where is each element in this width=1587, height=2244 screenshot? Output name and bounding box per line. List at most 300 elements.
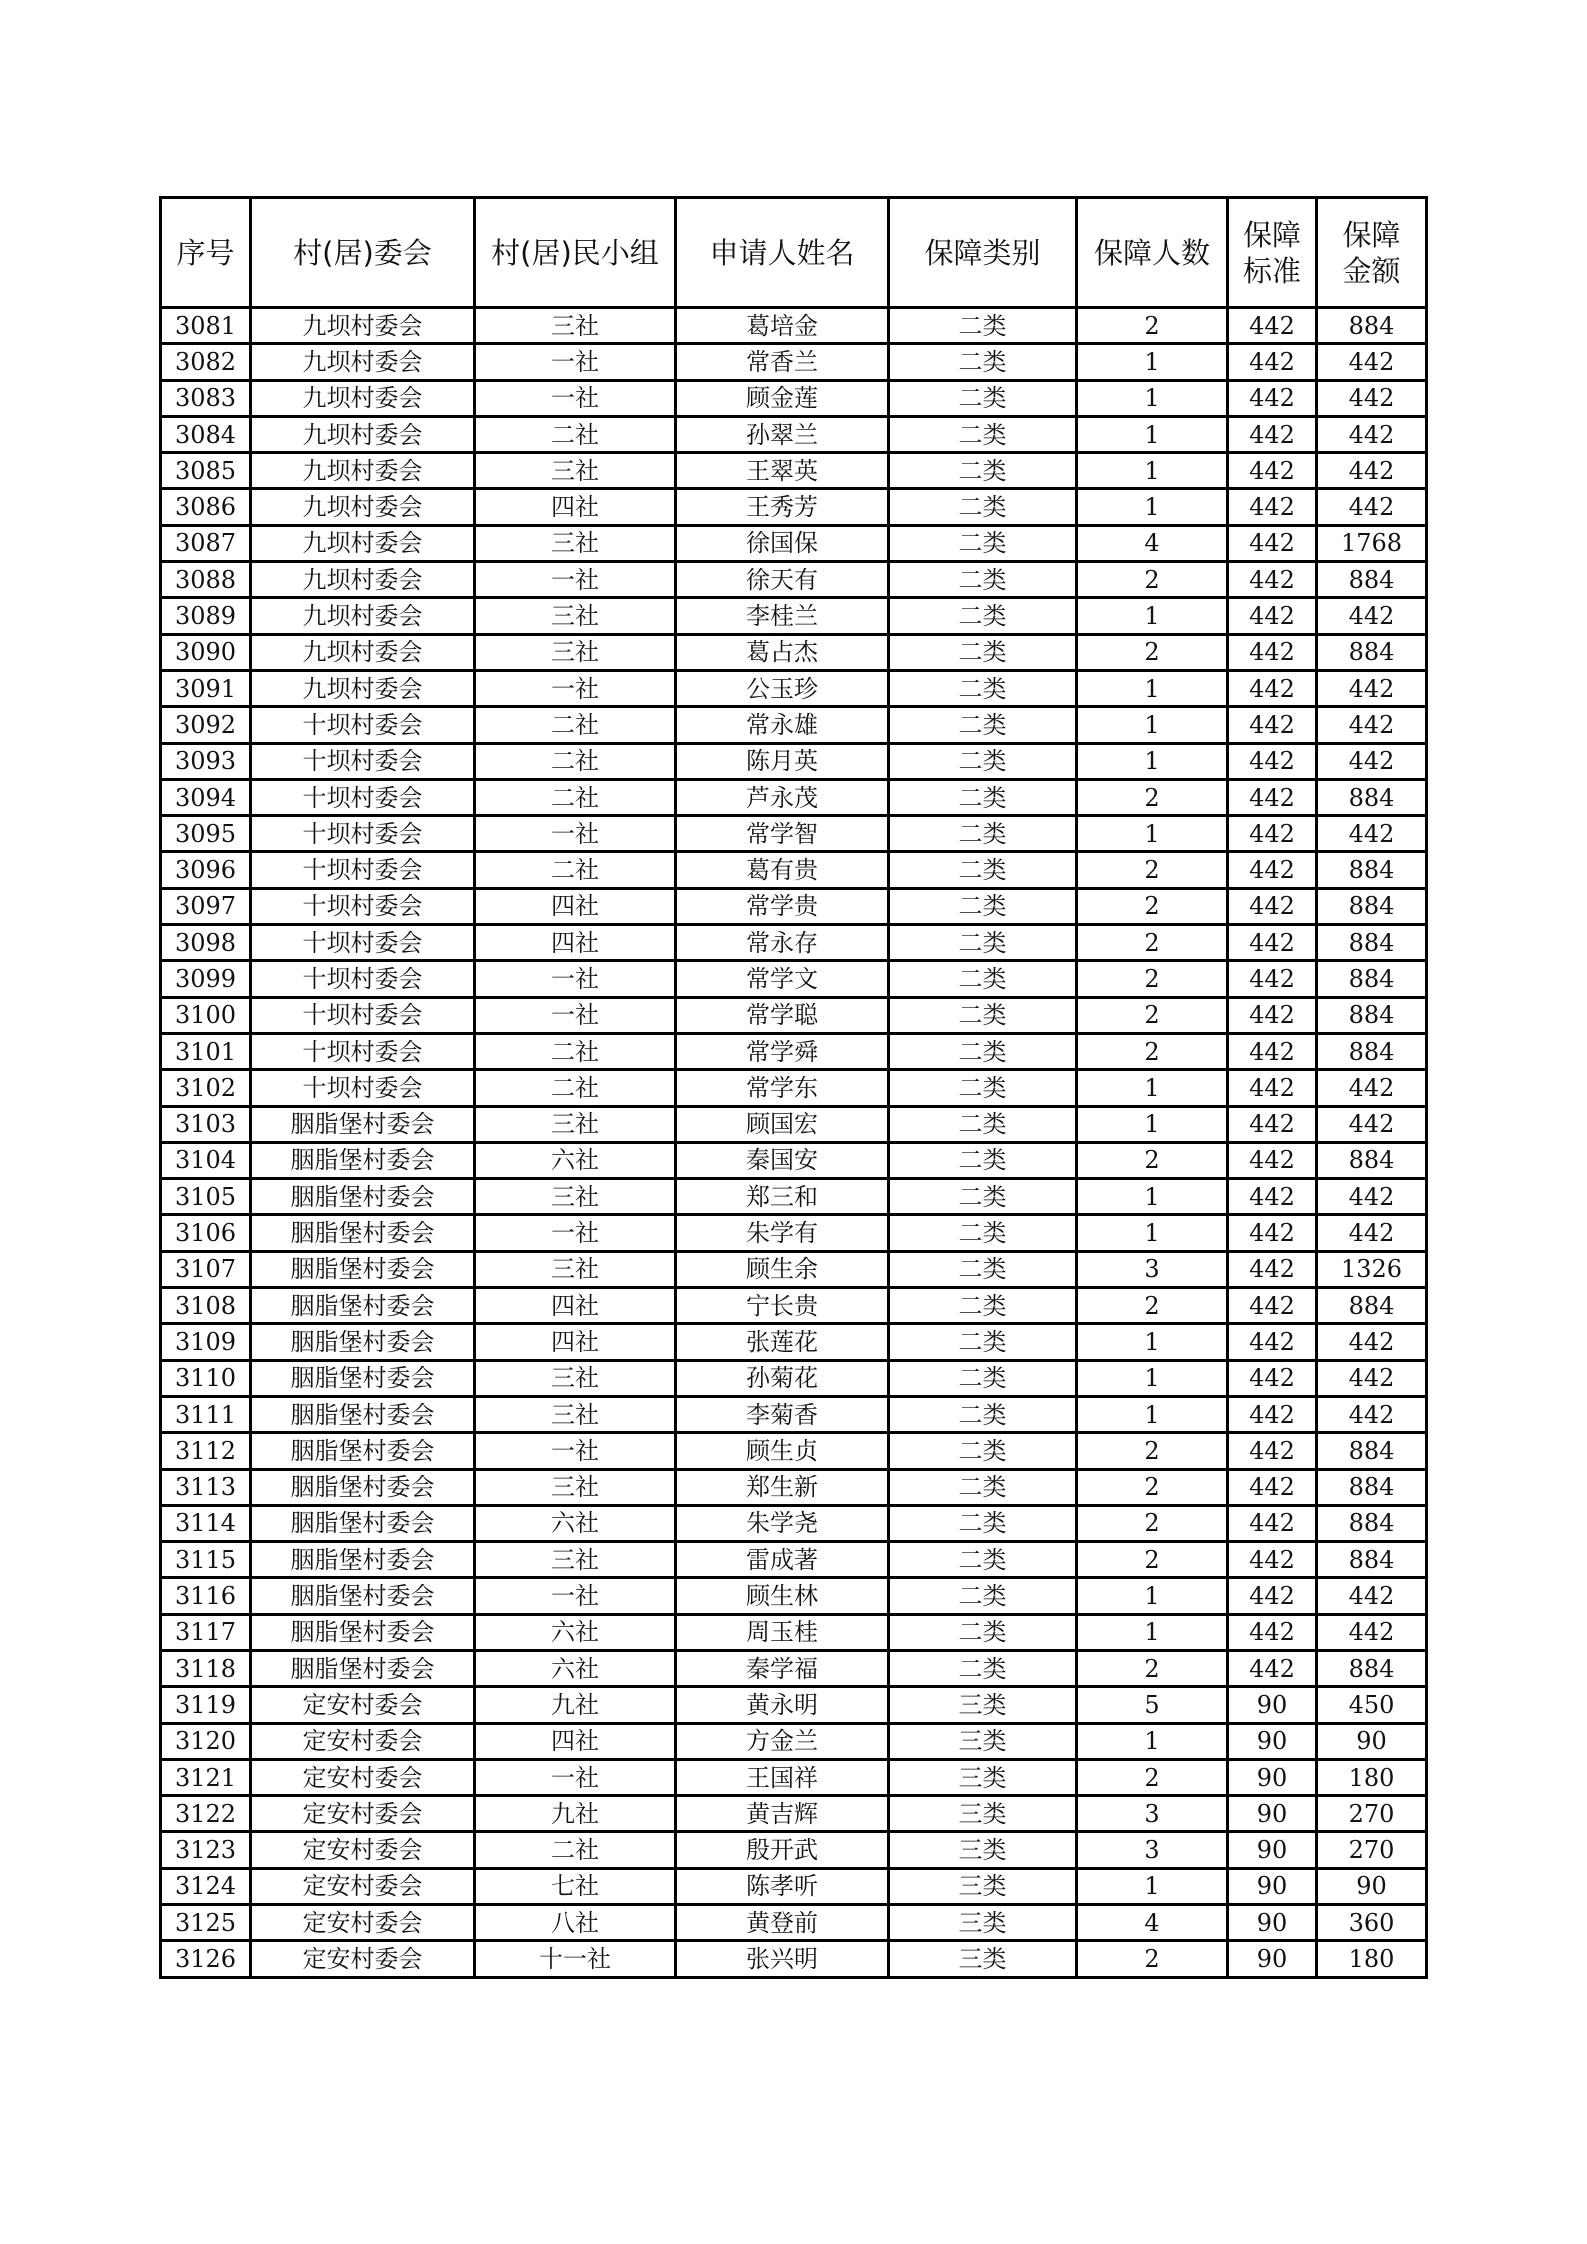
cell-committee: 定安村委会: [251, 1687, 475, 1723]
cell-amount: 884: [1317, 779, 1427, 815]
cell-amount: 270: [1317, 1832, 1427, 1868]
cell-standard: 442: [1228, 453, 1317, 489]
cell-committee: 定安村委会: [251, 1941, 475, 1977]
cell-applicant: 陈月英: [676, 743, 889, 779]
cell-amount: 450: [1317, 1687, 1427, 1723]
cell-category: 二类: [889, 961, 1077, 997]
table-row: [161, 344, 1427, 380]
table-row: [161, 816, 1427, 852]
cell-category: 二类: [889, 1542, 1077, 1578]
cell-applicant: 黄永明: [676, 1687, 889, 1723]
cell-standard: 442: [1228, 1433, 1317, 1469]
table-row: [161, 562, 1427, 598]
cell-group: 一社: [475, 961, 676, 997]
cell-serial: 3097: [161, 888, 251, 924]
cell-committee: 胭脂堡村委会: [251, 1106, 475, 1142]
cell-count: 2: [1077, 888, 1228, 924]
table-row: [161, 634, 1427, 670]
cell-category: 二类: [889, 670, 1077, 706]
table-row: [161, 1941, 1427, 1977]
cell-category: 二类: [889, 1179, 1077, 1215]
cell-standard: 442: [1228, 562, 1317, 598]
cell-amount: 442: [1317, 598, 1427, 634]
cell-amount: 442: [1317, 670, 1427, 706]
cell-count: 1: [1077, 1360, 1228, 1396]
cell-standard: 442: [1228, 344, 1317, 380]
cell-group: 二社: [475, 743, 676, 779]
cell-committee: 十坝村委会: [251, 816, 475, 852]
cell-count: 1: [1077, 344, 1228, 380]
cell-standard: 442: [1228, 1505, 1317, 1541]
cell-standard: 442: [1228, 416, 1317, 452]
cell-count: 2: [1077, 1759, 1228, 1795]
header-standard-line2: 标准: [1242, 253, 1301, 288]
cell-applicant: 宁长贵: [676, 1288, 889, 1324]
cell-committee: 九坝村委会: [251, 380, 475, 416]
cell-applicant: 常学贵: [676, 888, 889, 924]
cell-applicant: 黄登前: [676, 1905, 889, 1941]
cell-amount: 90: [1317, 1723, 1427, 1759]
cell-amount: 442: [1317, 380, 1427, 416]
cell-count: 1: [1077, 1578, 1228, 1614]
cell-applicant: 徐天有: [676, 562, 889, 598]
cell-count: 2: [1077, 997, 1228, 1033]
cell-applicant: 顾金莲: [676, 380, 889, 416]
cell-category: 二类: [889, 1614, 1077, 1650]
cell-serial: 3090: [161, 634, 251, 670]
cell-category: 二类: [889, 1070, 1077, 1106]
cell-applicant: 公玉珍: [676, 670, 889, 706]
cell-serial: 3084: [161, 416, 251, 452]
table-row: [161, 308, 1427, 344]
cell-amount: 884: [1317, 1469, 1427, 1505]
cell-count: 2: [1077, 1469, 1228, 1505]
header-standard: [1228, 198, 1317, 308]
cell-serial: 3122: [161, 1796, 251, 1832]
cell-committee: 十坝村委会: [251, 1033, 475, 1069]
table-row: [161, 453, 1427, 489]
cell-group: 八社: [475, 1905, 676, 1941]
cell-category: 三类: [889, 1905, 1077, 1941]
cell-group: 三社: [475, 1251, 676, 1287]
cell-serial: 3092: [161, 707, 251, 743]
cell-category: 三类: [889, 1832, 1077, 1868]
header-count: 保障人数: [1077, 198, 1228, 308]
cell-category: 二类: [889, 1215, 1077, 1251]
cell-committee: 九坝村委会: [251, 344, 475, 380]
cell-standard: 442: [1228, 779, 1317, 815]
table-row: [161, 1360, 1427, 1396]
cell-amount: 360: [1317, 1905, 1427, 1941]
cell-category: 二类: [889, 852, 1077, 888]
table-row: [161, 489, 1427, 525]
cell-count: 2: [1077, 852, 1228, 888]
cell-category: 二类: [889, 453, 1077, 489]
cell-count: 1: [1077, 1179, 1228, 1215]
cell-standard: 442: [1228, 707, 1317, 743]
cell-count: 1: [1077, 670, 1228, 706]
cell-standard: 442: [1228, 598, 1317, 634]
cell-group: 三社: [475, 1360, 676, 1396]
cell-standard: 442: [1228, 1360, 1317, 1396]
cell-amount: 442: [1317, 344, 1427, 380]
cell-serial: 3112: [161, 1433, 251, 1469]
table-row: [161, 1868, 1427, 1904]
cell-standard: 90: [1228, 1868, 1317, 1904]
cell-committee: 九坝村委会: [251, 416, 475, 452]
cell-committee: 定安村委会: [251, 1796, 475, 1832]
cell-amount: 442: [1317, 453, 1427, 489]
cell-group: 四社: [475, 888, 676, 924]
cell-group: 一社: [475, 1433, 676, 1469]
cell-standard: 90: [1228, 1687, 1317, 1723]
cell-category: 二类: [889, 1650, 1077, 1686]
cell-committee: 定安村委会: [251, 1868, 475, 1904]
cell-serial: 3109: [161, 1324, 251, 1360]
cell-standard: 442: [1228, 1578, 1317, 1614]
cell-serial: 3083: [161, 380, 251, 416]
cell-category: 二类: [889, 1251, 1077, 1287]
table-row: [161, 525, 1427, 561]
cell-count: 2: [1077, 1505, 1228, 1541]
cell-applicant: 徐国保: [676, 525, 889, 561]
cell-group: 三社: [475, 453, 676, 489]
cell-amount: 442: [1317, 1360, 1427, 1396]
cell-applicant: 常永存: [676, 925, 889, 961]
cell-applicant: 朱学尧: [676, 1505, 889, 1541]
cell-amount: 884: [1317, 1505, 1427, 1541]
cell-amount: 884: [1317, 888, 1427, 924]
cell-group: 二社: [475, 1033, 676, 1069]
table-row: [161, 1614, 1427, 1650]
cell-category: 二类: [889, 562, 1077, 598]
cell-applicant: 李菊香: [676, 1396, 889, 1432]
cell-amount: 442: [1317, 1614, 1427, 1650]
cell-amount: 442: [1317, 1215, 1427, 1251]
cell-group: 六社: [475, 1650, 676, 1686]
cell-applicant: 殷开武: [676, 1832, 889, 1868]
table-row: [161, 1033, 1427, 1069]
cell-standard: 442: [1228, 308, 1317, 344]
cell-group: 一社: [475, 1215, 676, 1251]
cell-category: 二类: [889, 1033, 1077, 1069]
table-row: [161, 1324, 1427, 1360]
cell-standard: 442: [1228, 1650, 1317, 1686]
cell-group: 一社: [475, 670, 676, 706]
table-row: [161, 1687, 1427, 1723]
cell-committee: 胭脂堡村委会: [251, 1324, 475, 1360]
cell-committee: 十坝村委会: [251, 888, 475, 924]
cell-category: 三类: [889, 1941, 1077, 1977]
cell-count: 2: [1077, 634, 1228, 670]
header-amount-line2: 金额: [1342, 253, 1401, 288]
cell-standard: 442: [1228, 1033, 1317, 1069]
cell-standard: 90: [1228, 1832, 1317, 1868]
cell-committee: 十坝村委会: [251, 743, 475, 779]
table-row: [161, 670, 1427, 706]
cell-group: 三社: [475, 1542, 676, 1578]
cell-standard: 442: [1228, 888, 1317, 924]
table-row: [161, 1650, 1427, 1686]
cell-committee: 胭脂堡村委会: [251, 1179, 475, 1215]
table-row: [161, 1106, 1427, 1142]
cell-category: 二类: [889, 997, 1077, 1033]
cell-category: 二类: [889, 525, 1077, 561]
cell-serial: 3106: [161, 1215, 251, 1251]
cell-applicant: 常永雄: [676, 707, 889, 743]
cell-serial: 3126: [161, 1941, 251, 1977]
cell-count: 2: [1077, 1142, 1228, 1178]
cell-serial: 3118: [161, 1650, 251, 1686]
header-amount: [1317, 198, 1427, 308]
cell-group: 三社: [475, 1179, 676, 1215]
cell-amount: 884: [1317, 634, 1427, 670]
cell-group: 一社: [475, 380, 676, 416]
cell-standard: 442: [1228, 489, 1317, 525]
cell-committee: 胭脂堡村委会: [251, 1396, 475, 1432]
cell-applicant: 张兴明: [676, 1941, 889, 1977]
cell-count: 3: [1077, 1251, 1228, 1287]
table-row: [161, 779, 1427, 815]
cell-count: 5: [1077, 1687, 1228, 1723]
cell-standard: 442: [1228, 743, 1317, 779]
table-body: [161, 308, 1427, 1978]
cell-amount: 884: [1317, 852, 1427, 888]
cell-serial: 3082: [161, 344, 251, 380]
header-applicant: 申请人姓名: [676, 198, 889, 308]
cell-committee: 九坝村委会: [251, 598, 475, 634]
cell-amount: 442: [1317, 1106, 1427, 1142]
cell-serial: 3096: [161, 852, 251, 888]
table-row: [161, 1469, 1427, 1505]
cell-serial: 3095: [161, 816, 251, 852]
header-serial: 序号: [161, 198, 251, 308]
cell-category: 三类: [889, 1759, 1077, 1795]
cell-serial: 3104: [161, 1142, 251, 1178]
table-row: [161, 416, 1427, 452]
cell-applicant: 顾国宏: [676, 1106, 889, 1142]
cell-group: 七社: [475, 1868, 676, 1904]
cell-serial: 3091: [161, 670, 251, 706]
table-row: [161, 1396, 1427, 1432]
cell-serial: 3117: [161, 1614, 251, 1650]
cell-group: 三社: [475, 634, 676, 670]
cell-committee: 九坝村委会: [251, 489, 475, 525]
cell-serial: 3094: [161, 779, 251, 815]
cell-group: 一社: [475, 562, 676, 598]
cell-category: 二类: [889, 308, 1077, 344]
table-row: [161, 1832, 1427, 1868]
cell-standard: 90: [1228, 1905, 1317, 1941]
cell-standard: 442: [1228, 525, 1317, 561]
cell-count: 1: [1077, 743, 1228, 779]
cell-serial: 3120: [161, 1723, 251, 1759]
cell-committee: 十坝村委会: [251, 779, 475, 815]
cell-amount: 180: [1317, 1759, 1427, 1795]
cell-committee: 胭脂堡村委会: [251, 1288, 475, 1324]
cell-serial: 3103: [161, 1106, 251, 1142]
cell-standard: 442: [1228, 1251, 1317, 1287]
cell-committee: 十坝村委会: [251, 1070, 475, 1106]
cell-applicant: 顾生林: [676, 1578, 889, 1614]
cell-applicant: 常香兰: [676, 344, 889, 380]
cell-committee: 定安村委会: [251, 1723, 475, 1759]
cell-serial: 3125: [161, 1905, 251, 1941]
cell-serial: 3093: [161, 743, 251, 779]
cell-committee: 胭脂堡村委会: [251, 1360, 475, 1396]
cell-group: 三社: [475, 1469, 676, 1505]
cell-category: 二类: [889, 1106, 1077, 1142]
welfare-table: [159, 196, 1428, 1979]
cell-applicant: 葛占杰: [676, 634, 889, 670]
cell-serial: 3116: [161, 1578, 251, 1614]
cell-group: 二社: [475, 1070, 676, 1106]
cell-applicant: 郑三和: [676, 1179, 889, 1215]
cell-serial: 3110: [161, 1360, 251, 1396]
table-row: [161, 1251, 1427, 1287]
cell-committee: 十坝村委会: [251, 997, 475, 1033]
cell-committee: 十坝村委会: [251, 852, 475, 888]
table-row: [161, 852, 1427, 888]
cell-count: 1: [1077, 453, 1228, 489]
cell-amount: 180: [1317, 1941, 1427, 1977]
table-row: [161, 1796, 1427, 1832]
cell-count: 2: [1077, 961, 1228, 997]
cell-committee: 定安村委会: [251, 1759, 475, 1795]
cell-category: 三类: [889, 1723, 1077, 1759]
cell-serial: 3114: [161, 1505, 251, 1541]
table-row: [161, 598, 1427, 634]
cell-serial: 3107: [161, 1251, 251, 1287]
header-group: 村(居)民小组: [475, 198, 676, 308]
cell-count: 1: [1077, 1070, 1228, 1106]
cell-serial: 3098: [161, 925, 251, 961]
cell-standard: 90: [1228, 1759, 1317, 1795]
cell-category: 二类: [889, 888, 1077, 924]
cell-group: 二社: [475, 1832, 676, 1868]
cell-category: 二类: [889, 1578, 1077, 1614]
table-row: [161, 1905, 1427, 1941]
cell-count: 2: [1077, 779, 1228, 815]
cell-standard: 442: [1228, 380, 1317, 416]
cell-group: 一社: [475, 1759, 676, 1795]
cell-standard: 442: [1228, 1142, 1317, 1178]
table-row: [161, 1142, 1427, 1178]
cell-committee: 九坝村委会: [251, 562, 475, 598]
cell-applicant: 常学舜: [676, 1033, 889, 1069]
cell-group: 六社: [475, 1614, 676, 1650]
cell-category: 二类: [889, 816, 1077, 852]
cell-group: 六社: [475, 1142, 676, 1178]
cell-category: 二类: [889, 489, 1077, 525]
cell-group: 二社: [475, 852, 676, 888]
cell-standard: 90: [1228, 1941, 1317, 1977]
cell-committee: 十坝村委会: [251, 925, 475, 961]
cell-serial: 3088: [161, 562, 251, 598]
cell-group: 九社: [475, 1687, 676, 1723]
cell-applicant: 常学智: [676, 816, 889, 852]
table-row: [161, 1433, 1427, 1469]
cell-serial: 3100: [161, 997, 251, 1033]
cell-amount: 442: [1317, 1070, 1427, 1106]
cell-serial: 3099: [161, 961, 251, 997]
cell-committee: 九坝村委会: [251, 634, 475, 670]
cell-amount: 884: [1317, 1288, 1427, 1324]
cell-committee: 九坝村委会: [251, 670, 475, 706]
cell-amount: 90: [1317, 1868, 1427, 1904]
cell-amount: 442: [1317, 416, 1427, 452]
cell-standard: 442: [1228, 1179, 1317, 1215]
cell-category: 三类: [889, 1687, 1077, 1723]
cell-count: 2: [1077, 1650, 1228, 1686]
cell-serial: 3101: [161, 1033, 251, 1069]
cell-committee: 胭脂堡村委会: [251, 1251, 475, 1287]
cell-group: 三社: [475, 308, 676, 344]
cell-group: 三社: [475, 1396, 676, 1432]
cell-count: 1: [1077, 1868, 1228, 1904]
cell-committee: 胭脂堡村委会: [251, 1650, 475, 1686]
cell-amount: 884: [1317, 1142, 1427, 1178]
cell-applicant: 芦永茂: [676, 779, 889, 815]
cell-category: 二类: [889, 1360, 1077, 1396]
cell-applicant: 朱学有: [676, 1215, 889, 1251]
cell-group: 三社: [475, 1106, 676, 1142]
cell-amount: 442: [1317, 489, 1427, 525]
cell-committee: 胭脂堡村委会: [251, 1469, 475, 1505]
cell-standard: 90: [1228, 1796, 1317, 1832]
cell-group: 二社: [475, 779, 676, 815]
cell-group: 三社: [475, 598, 676, 634]
cell-amount: 884: [1317, 562, 1427, 598]
cell-count: 1: [1077, 598, 1228, 634]
cell-amount: 884: [1317, 961, 1427, 997]
cell-standard: 442: [1228, 1070, 1317, 1106]
cell-count: 2: [1077, 1542, 1228, 1578]
cell-count: 1: [1077, 1324, 1228, 1360]
table-row: [161, 1070, 1427, 1106]
cell-count: 1: [1077, 416, 1228, 452]
cell-count: 1: [1077, 380, 1228, 416]
cell-category: 二类: [889, 1433, 1077, 1469]
cell-count: 2: [1077, 308, 1228, 344]
cell-standard: 442: [1228, 1215, 1317, 1251]
cell-standard: 442: [1228, 1469, 1317, 1505]
cell-serial: 3119: [161, 1687, 251, 1723]
cell-applicant: 王翠英: [676, 453, 889, 489]
cell-committee: 定安村委会: [251, 1905, 475, 1941]
cell-category: 二类: [889, 779, 1077, 815]
cell-applicant: 黄吉辉: [676, 1796, 889, 1832]
table-row: [161, 1723, 1427, 1759]
cell-amount: 884: [1317, 1542, 1427, 1578]
cell-group: 一社: [475, 816, 676, 852]
cell-serial: 3085: [161, 453, 251, 489]
cell-standard: 442: [1228, 1324, 1317, 1360]
cell-standard: 442: [1228, 1542, 1317, 1578]
cell-committee: 九坝村委会: [251, 308, 475, 344]
cell-standard: 442: [1228, 961, 1317, 997]
cell-serial: 3115: [161, 1542, 251, 1578]
cell-applicant: 郑生新: [676, 1469, 889, 1505]
table-row: [161, 743, 1427, 779]
cell-category: 二类: [889, 1324, 1077, 1360]
cell-count: 1: [1077, 1215, 1228, 1251]
cell-count: 1: [1077, 1723, 1228, 1759]
cell-amount: 884: [1317, 1433, 1427, 1469]
cell-applicant: 秦国安: [676, 1142, 889, 1178]
cell-applicant: 常学文: [676, 961, 889, 997]
cell-group: 九社: [475, 1796, 676, 1832]
